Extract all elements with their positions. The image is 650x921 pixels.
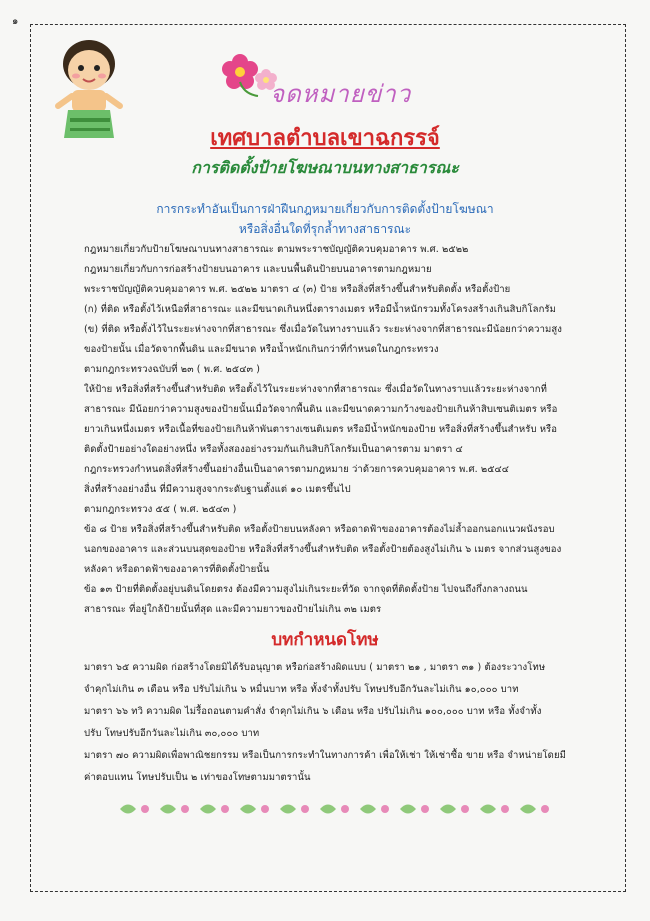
page-subtitle: การติดตั้งป้ายโฆษณาบนทางสาธารณะ (191, 158, 459, 177)
law-line: กฎกระทรวงกำหนดสิ่งที่สร้างขึ้นอย่างอื่นเป็นอาคารตามกฎหมาย ว่าด้วยการควบคุมอาคาร พ.ศ. ๒๕๔๔ (84, 464, 510, 475)
section-heading-line1: การกระทำอันเป็นการฝ่าฝืนกฎหมายเกี่ยวกับการติดตั้งป้ายโฆษณา (156, 202, 494, 216)
penalty-line: มาตรา ๖๖ ทวิ ความผิด ไม่รื้อถอนตามคำสั่ง จำคุกไม่เกิน ๖ เดือน หรือ ปรับไม่เกิน ๑๐๐,๐๐๐ บาท หรือ ทั้งจำทั้ง (84, 706, 542, 717)
law-line: ตามกฎกระทรวง ๕๕ ( พ.ศ. ๒๕๔๓ ) (84, 504, 237, 515)
law-line: นอกของอาคาร และส่วนบนสุดของป้าย หรือสิ่งที่สร้างขึ้นสำหรับติด หรือตั้งป้ายต้องสูงไม่เกิน ๖ เมตร จากส่วนสูงของ (84, 544, 562, 555)
law-line: สาธารณะ ที่อยู่ใกล้ป้ายนั้นที่สุด และมีความยาวของป้ายไม่เกิน ๓๒ เมตร (84, 604, 382, 615)
law-line: ติดตั้งป้ายอย่างใดอย่างหนึ่ง หรือทั้งสองอย่างรวมกันเกินสิบกิโลกรัมเป็นอาคารตาม มาตรา ๔ (84, 444, 463, 455)
law-line: (ก) ที่ติด หรือตั้งไว้เหนือที่สาธารณะ และมีขนาดเกินหนึ่งตารางเมตร หรือมีน้ำหนักรวมทั้งโครงสร้างเกินสิบกิโลกรัม (84, 304, 556, 315)
municipality-title: เทศบาลตำบลเขาฉกรรจ์ (210, 126, 440, 151)
law-line: ให้ป้าย หรือสิ่งที่สร้างขึ้นสำหรับติด หรือตั้งไว้ในระยะห่างจากที่สาธารณะ ซึ่งเมื่อวัดในทางราบแล้วระยะห่างจากที่ (84, 384, 547, 395)
penalty-line: มาตรา ๖๕ ความผิด ก่อสร้างโดยมิได้รับอนุญาต หรือก่อสร้างผิดแบบ ( มาตรา ๒๑ , มาตรา ๓๑ ) ต้องระวางโทษ (84, 662, 546, 673)
law-line: สาธารณะ มีน้อยกว่าความสูงของป้ายนั้นเมื่อวัดจากพื้นดิน และมีขนาดความกว้างของป้ายเกินห้าสิบเซนติเมตร หรือ (84, 404, 558, 415)
page-number: ๑ (12, 16, 19, 27)
law-line: กฎหมายเกี่ยวกับการก่อสร้างป้ายบนอาคาร และบนพื้นดินป้ายบนอาคารตามกฎหมาย (84, 264, 432, 275)
law-line: พระราชบัญญัติควบคุมอาคาร พ.ศ. ๒๕๒๒ มาตรา ๔ (๓) ป้าย หรือสิ่งที่สร้างขึ้นสำหรับติดตั้ง หรือตั้งป้าย (84, 284, 511, 295)
law-line: หลังคา หรือดาดฟ้าของอาคารที่ติดตั้งป้ายนั้น (84, 564, 270, 575)
law-line: ข้อ ๑๓ ป้ายที่ติดตั้งอยู่บนดินโดยตรง ต้องมีความสูงไม่เกินระยะที่วัด จากจุดที่ติดตั้งป้าย ไปจนถึงกึ่งกลางถนน (84, 584, 528, 595)
flower-border-icon (120, 798, 560, 820)
law-line: (ข) ที่ติด หรือตั้งไว้ในระยะห่างจากที่สาธารณะ ซึ่งเมื่อวัดในทางราบแล้ว ระยะห่างจากที่สาธารณะมีน้อยกว่าความสูง (84, 324, 563, 335)
law-line: ยาวเกินหนึ่งเมตร หรือเนื้อที่ของป้ายเกินห้าพันตารางเซนติเมตร หรือมีน้ำหนักของป้าย หรือสิ่งที่สร้างขึ้นสำหรับ หรือ (84, 424, 558, 435)
law-line: ข้อ ๘ ป้าย หรือสิ่งที่สร้างขึ้นสำหรับติด หรือตั้งป้ายบนหลังคา หรือดาดฟ้าของอาคารต้องไม่ล้ำออกนอกแนวผนังรอบ (84, 524, 555, 535)
law-line: ตามกฎกระทรวงฉบับที่ ๒๓ ( พ.ศ. ๒๕๔๓ ) (84, 364, 261, 375)
penalty-line: จำคุกไม่เกิน ๓ เดือน หรือ ปรับไม่เกิน ๖ หมื่นบาท หรือ ทั้งจำทั้งปรับ โทษปรับอีกวันละไม่เกิน ๑๐,๐๐๐ บาท (84, 684, 519, 695)
law-line: กฎหมายเกี่ยวกับป้ายโฆษณาบนทางสาธารณะ ตามพระราชบัญญัติควบคุมอาคาร พ.ศ. ๒๕๒๒ (84, 244, 469, 255)
section-heading-line2: หรือสิ่งอื่นใดที่รุกล้ำทางสาธารณะ (238, 222, 412, 236)
penalty-line: ค่าตอบแทน โทษปรับเป็น ๒ เท่าของโทษตามมาตรานั้น (84, 772, 311, 783)
news-title: จดหมายข่าว (270, 80, 412, 108)
penalty-line: มาตรา ๗๐ ความผิดเพื่อพาณิชยกรรม หรือเป็นการกระทำในทางการค้า เพื่อให้เช่า ให้เช่าซื้อ ขาย หรือ จำหน่ายโดยมี (84, 750, 566, 761)
law-line: ของป้ายนั้น เมื่อวัดจากพื้นดิน และมีขนาด หรือน้ำหนักเกินกว่าที่กำหนดในกฎกระทรวง (84, 344, 439, 355)
penalty-line: ปรับ โทษปรับอีกวันละไม่เกิน ๓๐,๐๐๐ บาท (84, 728, 260, 739)
law-line: สิ่งที่สร้างอย่างอื่น ที่มีความสูงจากระดับฐานตั้งแต่ ๑๐ เมตรขึ้นไป (84, 484, 351, 495)
penalty-heading: บทกำหนดโทษ (271, 630, 379, 650)
